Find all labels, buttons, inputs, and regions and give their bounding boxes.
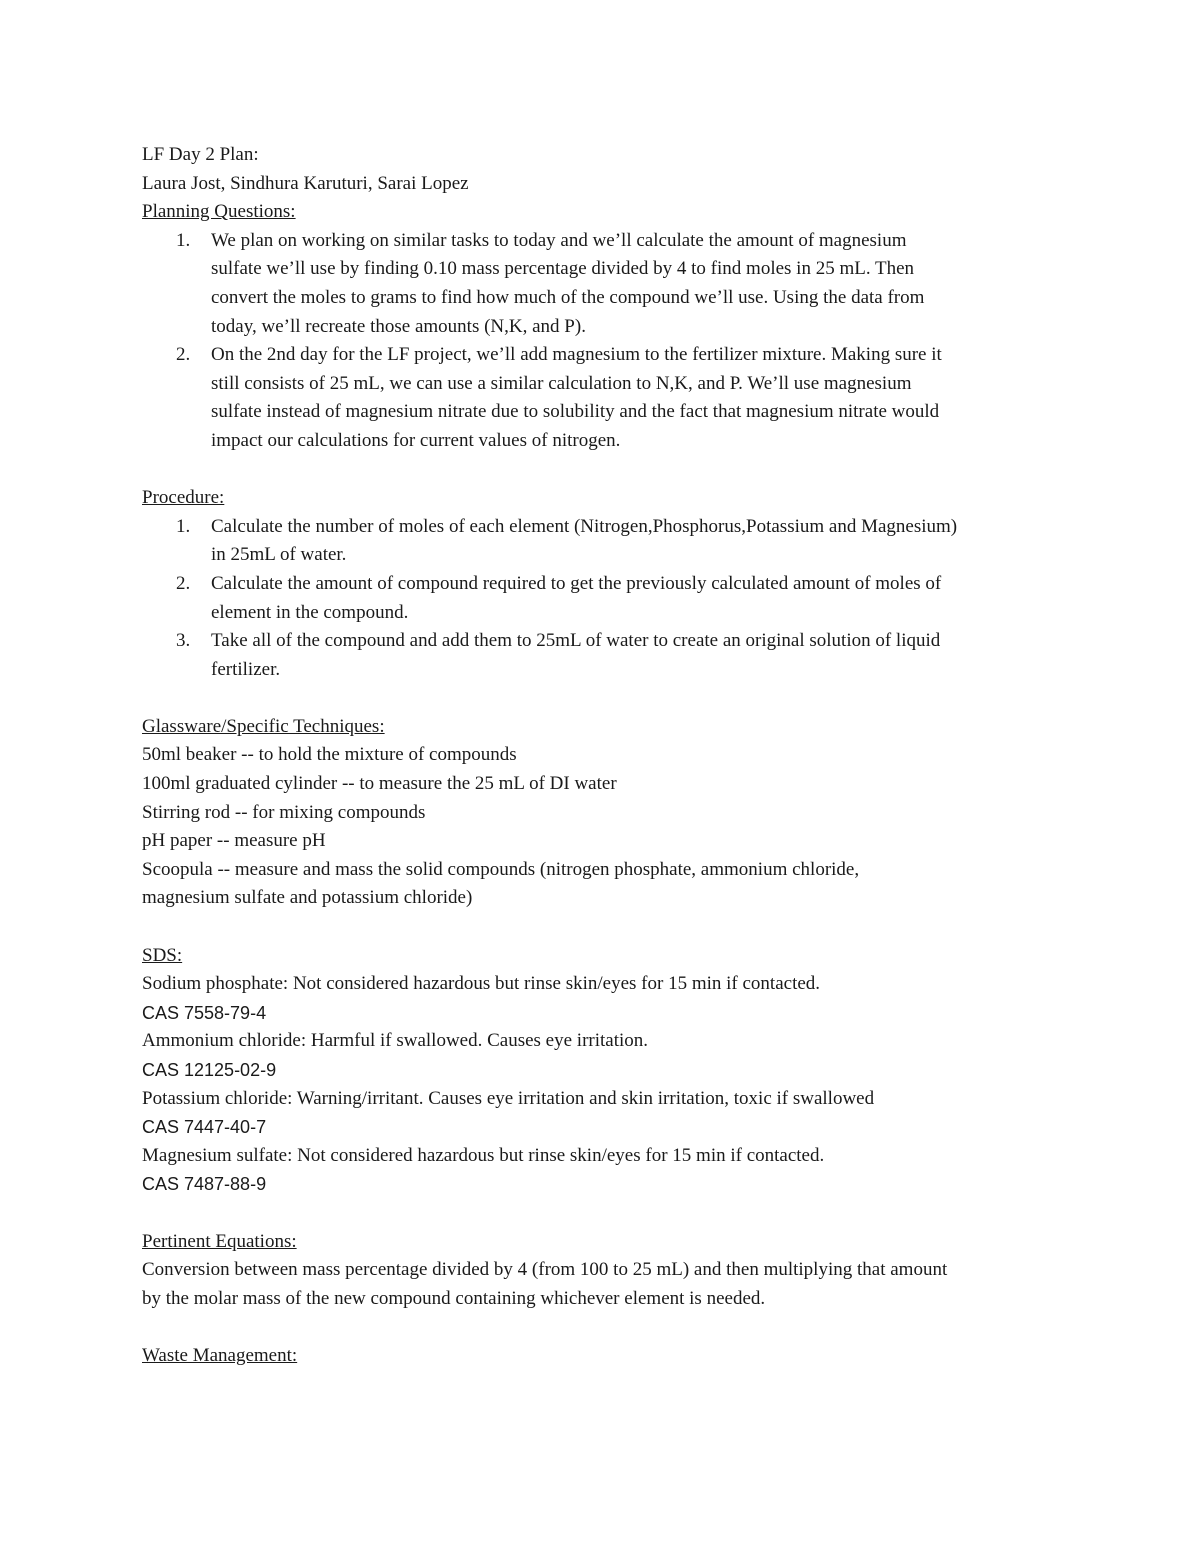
list-item-line: sulfate we’ll use by finding 0.10 mass percentage divided by 4 to find moles in 25 mL. Then — [211, 258, 915, 280]
list-number: 1. — [176, 229, 191, 251]
list-item — [142, 513, 1072, 570]
list-item-line: element in the compound. — [211, 601, 409, 623]
authors-line: Laura Jost, Sindhura Karuturi, Sarai Lopez — [142, 172, 469, 194]
glassware-line: 100ml graduated cylinder -- to measure the 25 mL of DI water — [142, 773, 617, 795]
sds-entry-text: Sodium phosphate: Not considered hazardous but rinse skin/eyes for 15 min if contacted. — [142, 973, 821, 995]
sds-cas-number: CAS 12125-02-9 — [142, 1060, 277, 1080]
procedure-list — [142, 513, 1072, 685]
document-title: LF Day 2 Plan: — [142, 144, 259, 165]
list-item-line: in 25mL of water. — [211, 544, 347, 566]
list-number: 2. — [176, 572, 191, 594]
list-item-line: fertilizer. — [211, 658, 281, 680]
document-page — [142, 141, 1072, 1371]
sds-entry-text: Potassium chloride: Warning/irritant. Causes eye irritation and skin irritation, toxic if swallowed — [142, 1087, 875, 1109]
list-item-line: We plan on working on similar tasks to today and we’ll calculate the amount of magnesium — [211, 229, 907, 251]
list-item-line: convert the moles to grams to find how much of the compound we’ll use. Using the data from — [211, 286, 925, 308]
procedure-heading: Procedure: — [142, 487, 225, 509]
sds-cas-number: CAS 7487-88-9 — [142, 1174, 267, 1195]
glassware-line: pH paper -- measure pH — [142, 830, 326, 852]
list-item-line: On the 2nd day for the LF project, we’ll add magnesium to the fertilizer mixture. Making sure it — [211, 344, 942, 366]
list-item-line: impact our calculations for current values of nitrogen. — [211, 429, 621, 451]
paragraph-gap — [142, 684, 1072, 713]
list-item-line: Calculate the amount of compound required to get the previously calculated amount of moles of — [211, 572, 942, 594]
sds-entry-text: Ammonium chloride: Harmful if swallowed. Causes eye irritation. — [142, 1030, 649, 1052]
list-number: 1. — [176, 515, 191, 537]
list-item — [142, 227, 1072, 341]
sds-cas-number: CAS 7558-79-4 — [142, 1002, 267, 1023]
list-item — [142, 341, 1072, 455]
list-item-line: Calculate the number of moles of each element (Nitrogen,Phosphorus,Potassium and Magnesium) — [211, 515, 958, 537]
sds-cas-number: CAS 7447-40-7 — [142, 1117, 267, 1138]
list-number: 2. — [176, 344, 191, 366]
sds-entry-text: Magnesium sulfate: Not considered hazardous but rinse skin/eyes for 15 min if contacted. — [142, 1144, 825, 1166]
list-item — [142, 627, 1072, 684]
planning-list — [142, 227, 1072, 456]
paragraph-gap — [142, 1313, 1072, 1342]
glassware-line: Stirring rod -- for mixing compounds — [142, 801, 426, 823]
paragraph-gap — [142, 913, 1072, 942]
list-item-line: today, we’ll recreate those amounts (N,K, and P). — [211, 315, 586, 337]
list-item-line: sulfate instead of magnesium nitrate due to solubility and the fact that magnesium nitrate would — [211, 401, 940, 423]
glassware-line: Scoopula -- measure and mass the solid compounds (nitrogen phosphate, ammonium chloride, — [142, 858, 860, 880]
list-item-line: Take all of the compound and add them to 25mL of water to create an original solution of liquid — [211, 630, 941, 652]
list-item-line: still consists of 25 mL, we can use a similar calculation to N,K, and P. We’ll use magnesium — [211, 372, 912, 394]
equations-line: by the molar mass of the new compound containing whichever element is needed. — [142, 1287, 766, 1309]
equations-heading: Pertinent Equations: — [142, 1230, 297, 1252]
paragraph-gap — [142, 1199, 1072, 1228]
glassware-line: 50ml beaker -- to hold the mixture of compounds — [142, 744, 517, 766]
planning-heading: Planning Questions: — [142, 201, 296, 223]
list-item — [142, 570, 1072, 627]
glassware-line: magnesium sulfate and potassium chloride) — [142, 887, 473, 909]
sds-heading: SDS: — [142, 944, 183, 966]
paragraph-gap — [142, 456, 1072, 485]
list-number: 3. — [176, 630, 191, 652]
equations-line: Conversion between mass percentage divided by 4 (from 100 to 25 mL) and then multiplying that amount — [142, 1259, 948, 1281]
glassware-heading: Glassware/Specific Techniques: — [142, 715, 385, 737]
waste-heading: Waste Management: — [142, 1344, 298, 1366]
